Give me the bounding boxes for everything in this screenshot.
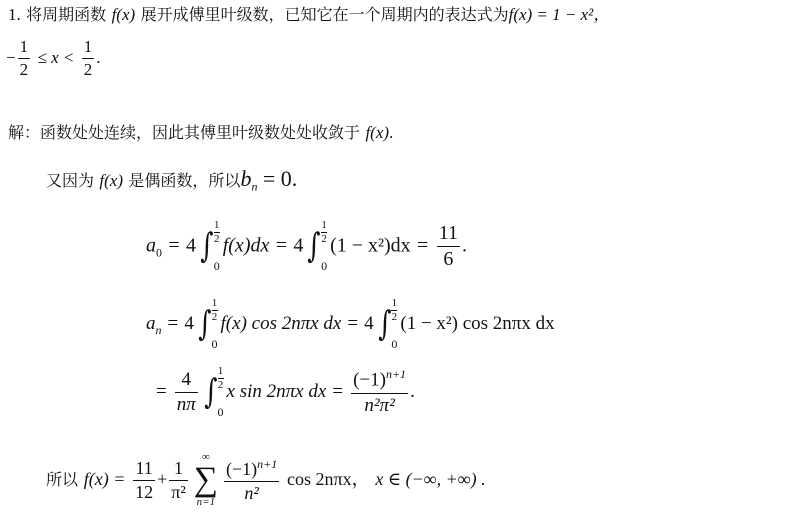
half-den-2: 2 bbox=[83, 59, 93, 79]
upper-den: 2 bbox=[321, 233, 327, 245]
integrand-4: (1 − x²) cos 2nπx dx bbox=[400, 313, 555, 334]
plus-sign: + bbox=[157, 469, 168, 489]
problem-fx: f(x) bbox=[111, 5, 136, 24]
upper-num: 1 bbox=[213, 219, 220, 231]
summation bbox=[194, 452, 218, 508]
problem-number: 1. bbox=[8, 5, 21, 24]
integrand-3: f(x) cos 2nπx dx bbox=[220, 313, 342, 334]
l3-num: 4 bbox=[181, 368, 192, 390]
half-num-2: 1 bbox=[83, 37, 93, 56]
an-result bbox=[351, 368, 408, 415]
upper-limit-half bbox=[214, 220, 220, 245]
integral-limits bbox=[212, 298, 218, 350]
range-minus: − bbox=[6, 47, 16, 67]
l3-den: nπ bbox=[176, 393, 196, 415]
range-left-half bbox=[18, 38, 31, 79]
upper-den: 2 bbox=[211, 311, 218, 323]
problem-text-b: 展开成傅里叶级数，已知它在一个周期内的表达式为 bbox=[140, 5, 509, 24]
problem-range bbox=[6, 38, 101, 79]
equals-sign: = bbox=[332, 381, 344, 402]
solution-fx-1: f(x) bbox=[365, 123, 390, 142]
problem-expr: f(x) = 1 − x²， bbox=[508, 5, 611, 24]
lower-limit: 0 bbox=[213, 259, 220, 273]
sum-term bbox=[224, 458, 279, 503]
sum-bottom: n=1 bbox=[196, 496, 216, 508]
f-num: 11 bbox=[135, 457, 153, 478]
a0-result bbox=[437, 223, 460, 270]
solution-sentence-2a: 又因为 bbox=[46, 171, 95, 190]
upper-limit-half bbox=[212, 298, 218, 323]
a0-subscript: 0 bbox=[156, 245, 162, 260]
range-mid: ≤ x < bbox=[37, 47, 75, 67]
integrand-1: f(x)dx bbox=[222, 234, 270, 257]
solution-end-1: . bbox=[389, 123, 394, 142]
a0-num: 11 bbox=[438, 221, 458, 244]
period: . bbox=[410, 381, 415, 402]
s-den: n² bbox=[244, 482, 259, 503]
integral-limits bbox=[391, 298, 397, 350]
problem-statement bbox=[8, 6, 610, 24]
an-rnum: (−1) bbox=[353, 369, 386, 391]
an-subscript: n bbox=[155, 322, 162, 337]
an-rden: n²π² bbox=[364, 394, 395, 416]
equation-an-2 bbox=[156, 366, 415, 418]
upper-den: 2 bbox=[217, 379, 224, 391]
final-fx: f(x) = bbox=[83, 469, 126, 489]
upper-limit-half bbox=[391, 298, 397, 323]
an-result-num bbox=[351, 368, 408, 390]
equation-an-1 bbox=[146, 298, 555, 350]
upper-den: 2 bbox=[213, 233, 220, 245]
final-prefix: 所以 bbox=[46, 470, 79, 489]
upper-den: 2 bbox=[391, 311, 398, 323]
equals-sign: = bbox=[417, 234, 429, 257]
integral-limits bbox=[214, 220, 220, 272]
half-num: 1 bbox=[19, 37, 29, 56]
integrand-5: x sin 2nπx dx bbox=[226, 381, 327, 402]
integral-sign: ∫ bbox=[198, 304, 212, 344]
eleven-twelfths bbox=[133, 459, 155, 502]
an-rexp: n+1 bbox=[385, 367, 407, 382]
integral-sign: ∫ bbox=[307, 226, 321, 266]
equals-sign: = bbox=[156, 381, 167, 402]
final-series bbox=[46, 452, 486, 508]
cos-term: cos 2nπx， bbox=[286, 469, 370, 489]
four: 4 bbox=[186, 234, 196, 257]
lower-limit: 0 bbox=[217, 405, 224, 419]
upper-limit-half bbox=[218, 366, 224, 391]
integral-sign: ∫ bbox=[377, 304, 392, 344]
four: 4 bbox=[293, 234, 304, 257]
equation-a0 bbox=[146, 220, 467, 272]
range-period: . bbox=[96, 47, 101, 67]
four-over-npi bbox=[175, 370, 198, 415]
lower-limit: 0 bbox=[321, 259, 328, 273]
equals-sign: = bbox=[347, 313, 359, 334]
problem-text-a: 将周期函数 bbox=[26, 5, 107, 24]
sum-top: ∞ bbox=[201, 451, 210, 463]
range-right-half bbox=[82, 38, 95, 79]
half-den: 2 bbox=[19, 59, 29, 79]
sum-term-num bbox=[224, 458, 279, 479]
a0-den: 6 bbox=[443, 247, 454, 270]
s-exp: n+1 bbox=[257, 456, 278, 471]
upper-num: 1 bbox=[391, 297, 398, 309]
domain: x ∈ (−∞, +∞) . bbox=[375, 469, 486, 489]
solution-fx-2: f(x) bbox=[99, 171, 124, 190]
bn-subscript: n bbox=[251, 179, 258, 194]
integral-limits bbox=[218, 366, 224, 418]
a0-symbol: a bbox=[146, 234, 156, 257]
solution-label: 解： bbox=[8, 123, 41, 142]
s-num: (−1) bbox=[226, 458, 258, 479]
solution-line-1 bbox=[8, 124, 393, 142]
solution-sentence-1: 函数处处连续，因此其傅里叶级数处处收敛于 bbox=[40, 123, 361, 142]
bn-equals-zero: = 0. bbox=[262, 166, 298, 191]
solution-sentence-2b: 是偶函数，所以 bbox=[128, 171, 241, 190]
upper-num: 1 bbox=[321, 219, 327, 231]
equals-sign: = bbox=[167, 313, 179, 334]
pi-den: π² bbox=[171, 481, 186, 502]
upper-num: 1 bbox=[211, 297, 218, 309]
upper-limit-half bbox=[321, 220, 327, 245]
one-over-pi-squared bbox=[169, 459, 187, 502]
period: . bbox=[461, 234, 467, 257]
f-den: 12 bbox=[135, 481, 154, 502]
solution-line-2 bbox=[46, 168, 297, 192]
lower-limit: 0 bbox=[211, 337, 218, 351]
integral-sign: ∫ bbox=[200, 226, 214, 266]
lower-limit: 0 bbox=[391, 337, 398, 351]
integral-limits bbox=[321, 220, 327, 272]
four: 4 bbox=[364, 313, 374, 334]
integral-sign: ∫ bbox=[204, 372, 218, 412]
pi-num: 1 bbox=[174, 457, 183, 478]
upper-num: 1 bbox=[217, 365, 224, 377]
integrand-2: (1 − x²)dx bbox=[330, 234, 411, 257]
bn-symbol: b bbox=[240, 166, 252, 191]
equals-sign: = bbox=[168, 234, 180, 257]
sum-symbol: ∑ bbox=[193, 461, 218, 498]
an-symbol: a bbox=[146, 313, 156, 334]
equals-sign: = bbox=[275, 234, 287, 257]
four: 4 bbox=[184, 313, 194, 334]
